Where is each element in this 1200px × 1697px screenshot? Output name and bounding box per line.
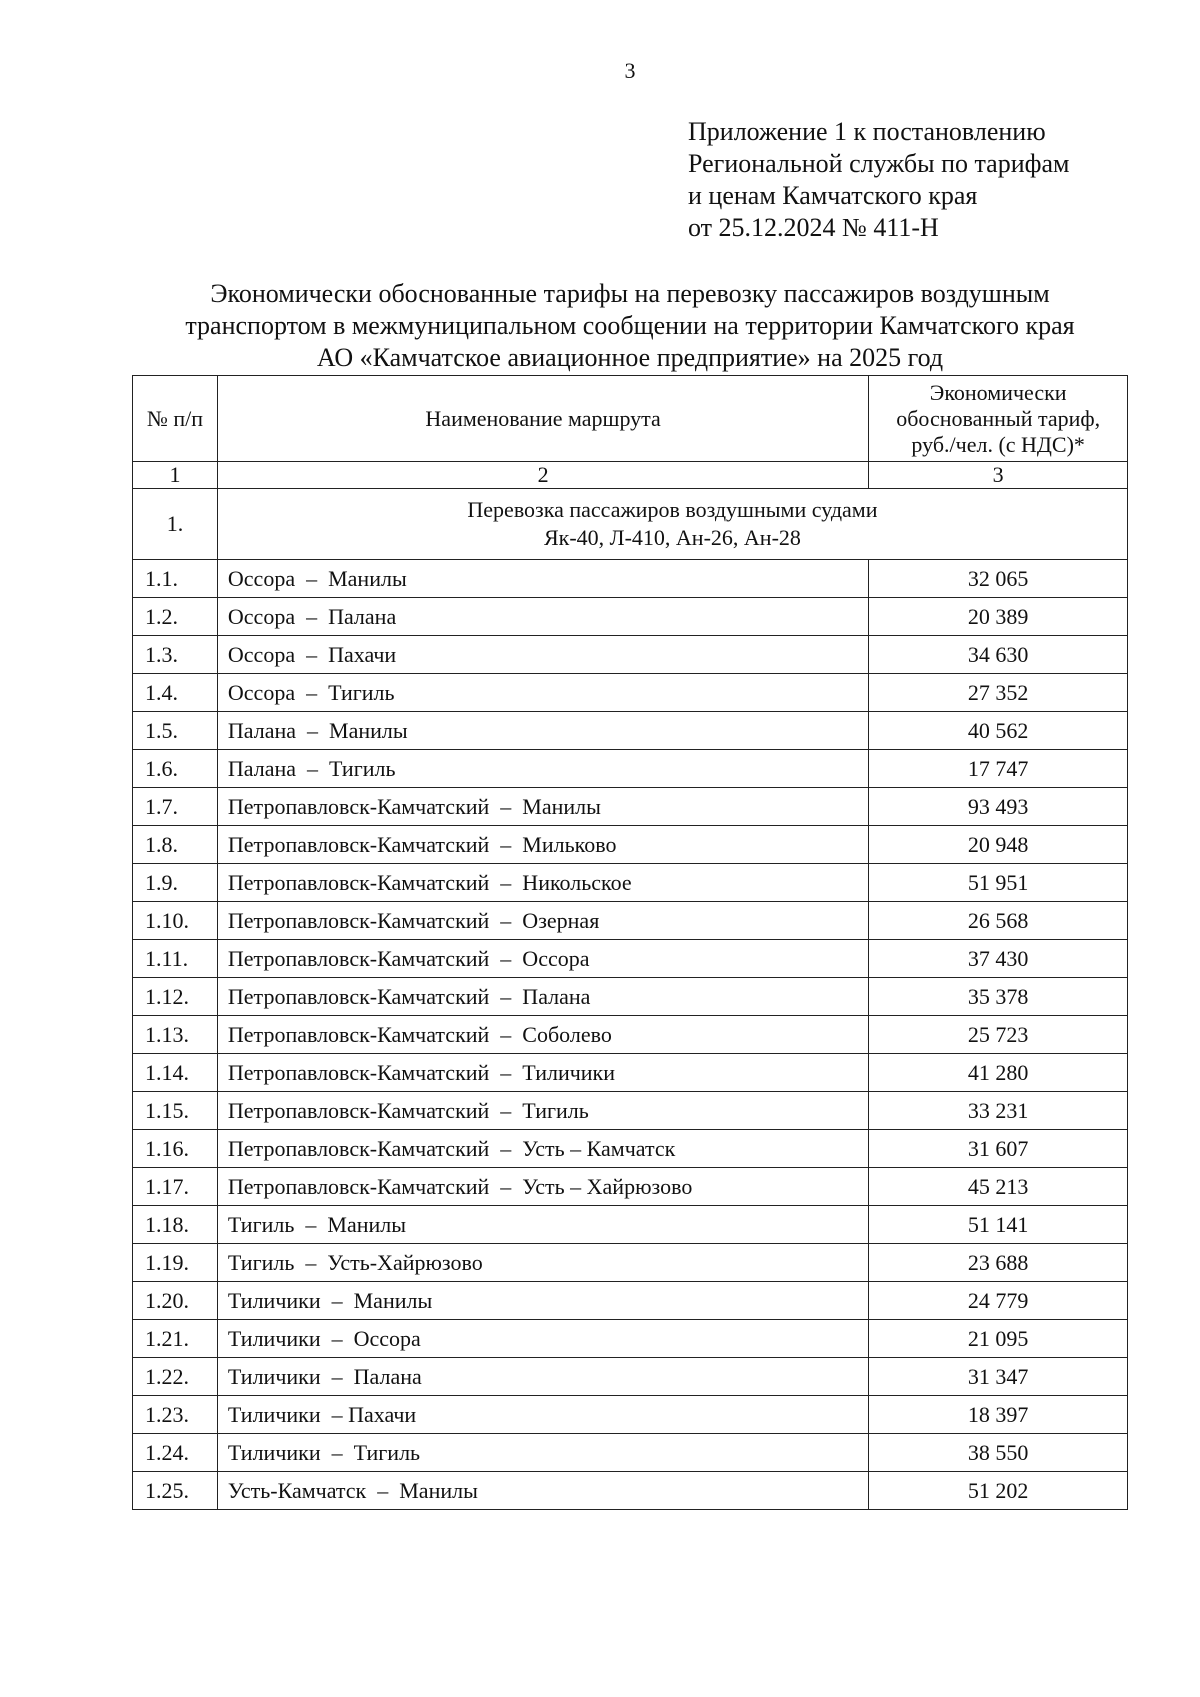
section-row	[133, 489, 1128, 560]
tariff-value: 38 550	[869, 1434, 1128, 1472]
tariff-value: 31 607	[869, 1130, 1128, 1168]
row-number: 1.24.	[133, 1434, 218, 1472]
route-name: Палана – Манилы	[217, 712, 868, 750]
tariff-value: 93 493	[869, 788, 1128, 826]
route-name: Оссора – Манилы	[217, 560, 868, 598]
tariff-value: 18 397	[869, 1396, 1128, 1434]
route-name: Оссора – Тигиль	[217, 674, 868, 712]
table-row	[133, 1396, 1128, 1434]
route-name: Петропавловск-Камчатский – Тиличики	[217, 1054, 868, 1092]
tariff-value: 41 280	[869, 1054, 1128, 1092]
row-number: 1.21.	[133, 1320, 218, 1358]
title-line: АО «Камчатское авиационное предприятие» на 2025 год	[316, 343, 944, 372]
table-row	[133, 712, 1128, 750]
tariff-value: 26 568	[869, 902, 1128, 940]
appendix-line: от 25.12.2024 № 411-Н	[688, 213, 939, 242]
row-number: 1.13.	[133, 1016, 218, 1054]
tariff-value: 20 948	[869, 826, 1128, 864]
tariff-value: 23 688	[869, 1244, 1128, 1282]
appendix-reference	[688, 116, 1069, 244]
tariff-value: 31 347	[869, 1358, 1128, 1396]
table-row	[133, 1130, 1128, 1168]
tariff-value: 51 202	[869, 1472, 1128, 1510]
section-title-line: Як-40, Л-410, Ан-26, Ан-28	[543, 525, 801, 550]
route-name: Тиличики – Палана	[217, 1358, 868, 1396]
route-name: Тиличики – Тигиль	[217, 1434, 868, 1472]
row-number: 1.16.	[133, 1130, 218, 1168]
table-row	[133, 1092, 1128, 1130]
row-number: 1.14.	[133, 1054, 218, 1092]
table-row	[133, 1206, 1128, 1244]
table-row	[133, 788, 1128, 826]
table-row	[133, 560, 1128, 598]
route-name: Петропавловск-Камчатский – Манилы	[217, 788, 868, 826]
route-name: Петропавловск-Камчатский – Тигиль	[217, 1092, 868, 1130]
row-number: 1.10.	[133, 902, 218, 940]
row-number: 1.23.	[133, 1396, 218, 1434]
column-number: 1	[133, 462, 218, 489]
tariff-value: 24 779	[869, 1282, 1128, 1320]
tariff-value: 37 430	[869, 940, 1128, 978]
row-number: 1.11.	[133, 940, 218, 978]
title-line: Экономически обоснованные тарифы на перевозку пассажиров воздушным	[210, 279, 1050, 308]
table-row	[133, 902, 1128, 940]
table-row	[133, 978, 1128, 1016]
document-title	[130, 278, 1130, 374]
route-name: Петропавловск-Камчатский – Усть – Камчатск	[217, 1130, 868, 1168]
header-tariff-line: обоснованный тариф,	[896, 405, 1101, 431]
row-number: 1.17.	[133, 1168, 218, 1206]
route-name: Петропавловск-Камчатский – Оссора	[217, 940, 868, 978]
table-header-row	[133, 376, 1128, 462]
route-name: Петропавловск-Камчатский – Мильково	[217, 826, 868, 864]
tariff-value: 21 095	[869, 1320, 1128, 1358]
row-number: 1.15.	[133, 1092, 218, 1130]
route-name: Петропавловск-Камчатский – Усть – Хайрюзово	[217, 1168, 868, 1206]
tariff-value: 35 378	[869, 978, 1128, 1016]
table-row	[133, 1472, 1128, 1510]
table-row	[133, 1244, 1128, 1282]
appendix-line: Региональной службы по тарифам	[688, 149, 1070, 178]
route-name: Палана – Тигиль	[217, 750, 868, 788]
route-name: Тиличики – Оссора	[217, 1320, 868, 1358]
tariff-table	[132, 375, 1128, 1510]
column-number: 2	[217, 462, 868, 489]
row-number: 1.19.	[133, 1244, 218, 1282]
row-number: 1.22.	[133, 1358, 218, 1396]
header-tariff-line: Экономически	[929, 379, 1067, 405]
table-row	[133, 1054, 1128, 1092]
row-number: 1.1.	[133, 560, 218, 598]
row-number: 1.2.	[133, 598, 218, 636]
tariff-value: 51 951	[869, 864, 1128, 902]
row-number: 1.6.	[133, 750, 218, 788]
table-row	[133, 864, 1128, 902]
row-number: 1.8.	[133, 826, 218, 864]
table-row	[133, 826, 1128, 864]
route-name: Тиличики – Манилы	[217, 1282, 868, 1320]
row-number: 1.20.	[133, 1282, 218, 1320]
row-number: 1.9.	[133, 864, 218, 902]
route-name: Петропавловск-Камчатский – Озерная	[217, 902, 868, 940]
header-route: Наименование маршрута	[217, 376, 868, 462]
table-row	[133, 750, 1128, 788]
table-row	[133, 1016, 1128, 1054]
section-num: 1.	[133, 489, 218, 560]
row-number: 1.18.	[133, 1206, 218, 1244]
row-number: 1.7.	[133, 788, 218, 826]
route-name: Усть-Камчатск – Манилы	[217, 1472, 868, 1510]
tariff-value: 34 630	[869, 636, 1128, 674]
table-row	[133, 636, 1128, 674]
tariff-value: 25 723	[869, 1016, 1128, 1054]
row-number: 1.5.	[133, 712, 218, 750]
appendix-line: Приложение 1 к постановлению	[688, 117, 1046, 146]
route-name: Тигиль – Манилы	[217, 1206, 868, 1244]
tariff-value: 45 213	[869, 1168, 1128, 1206]
tariff-value: 40 562	[869, 712, 1128, 750]
tariff-value: 32 065	[869, 560, 1128, 598]
section-title	[217, 489, 1127, 560]
row-number: 1.4.	[133, 674, 218, 712]
table-row	[133, 598, 1128, 636]
table-row	[133, 1168, 1128, 1206]
table-row	[133, 1358, 1128, 1396]
route-name: Тигиль – Усть-Хайрюзово	[217, 1244, 868, 1282]
table-row	[133, 1320, 1128, 1358]
row-number: 1.3.	[133, 636, 218, 674]
table-row	[133, 940, 1128, 978]
header-tariff-line: руб./чел. (с НДС)*	[911, 431, 1085, 457]
route-name: Тиличики – Пахачи	[217, 1396, 868, 1434]
page-number: 3	[624, 58, 636, 83]
appendix-line: и ценам Камчатского края	[688, 181, 978, 210]
table-row	[133, 674, 1128, 712]
table-row	[133, 1282, 1128, 1320]
route-name: Оссора – Пахачи	[217, 636, 868, 674]
header-tariff	[869, 376, 1128, 462]
route-name: Петропавловск-Камчатский – Соболево	[217, 1016, 868, 1054]
title-line: транспортом в межмуниципальном сообщении на территории Камчатского края	[185, 311, 1075, 340]
tariff-value: 33 231	[869, 1092, 1128, 1130]
route-name: Оссора – Палана	[217, 598, 868, 636]
header-num: № п/п	[133, 376, 218, 462]
tariff-value: 20 389	[869, 598, 1128, 636]
tariff-value: 27 352	[869, 674, 1128, 712]
table-row	[133, 1434, 1128, 1472]
column-number: 3	[869, 462, 1128, 489]
route-name: Петропавловск-Камчатский – Палана	[217, 978, 868, 1016]
tariff-value: 51 141	[869, 1206, 1128, 1244]
row-number: 1.25.	[133, 1472, 218, 1510]
section-title-line: Перевозка пассажиров воздушными судами	[467, 497, 878, 522]
tariff-value: 17 747	[869, 750, 1128, 788]
row-number: 1.12.	[133, 978, 218, 1016]
column-number-row	[133, 462, 1128, 489]
route-name: Петропавловск-Камчатский – Никольское	[217, 864, 868, 902]
